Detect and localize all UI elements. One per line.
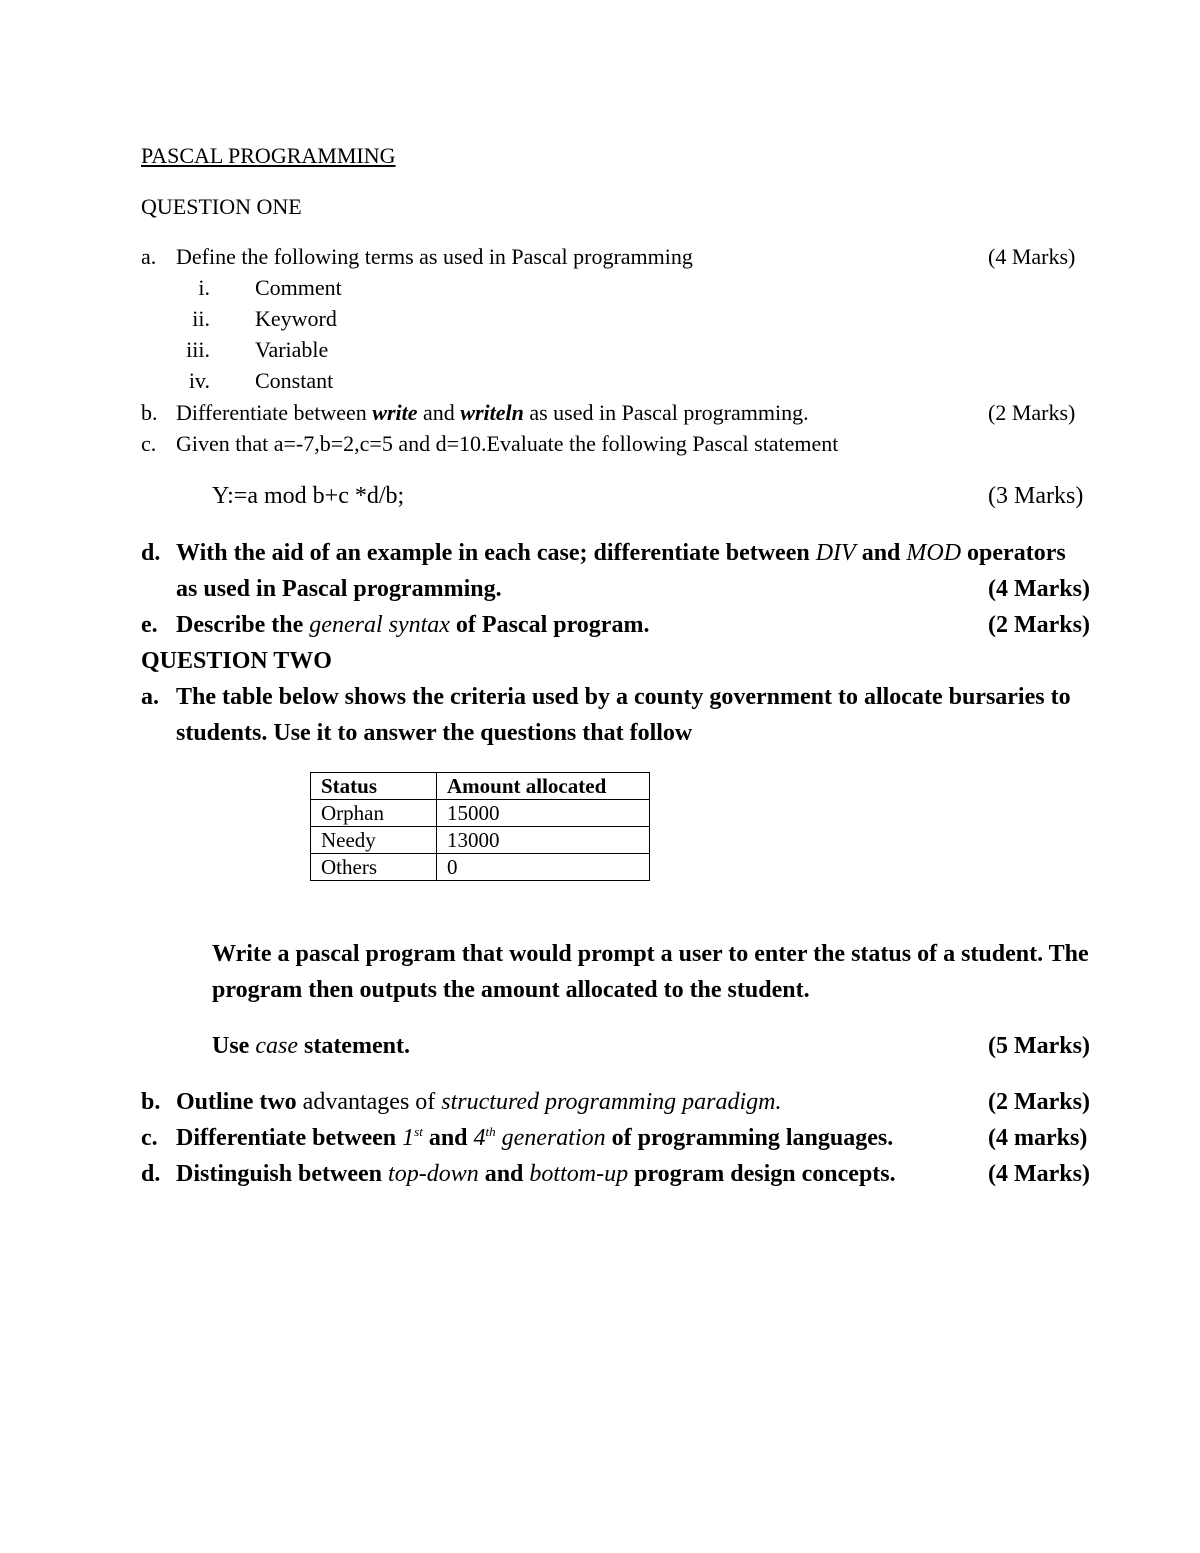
table-header-row [311, 773, 650, 800]
q2-a-use-post: statement. [297, 1033, 410, 1059]
q2-c-marks: (4 marks) [988, 1125, 1088, 1151]
q1-b-text-post: as used in Pascal programming. [523, 400, 809, 425]
div-operator: DIV [815, 540, 856, 566]
q1-b-text [176, 400, 809, 426]
q2-d-text-pre: Distinguish between [176, 1161, 389, 1187]
term-label: Constant [255, 368, 334, 393]
q2-a-use-case [212, 1033, 410, 1060]
keyword-write: write [372, 400, 418, 425]
q2-b-text-pre: Outline [176, 1089, 260, 1115]
general-syntax-term: general syntax [309, 612, 450, 638]
term-number: i. [198, 275, 210, 300]
q2-a-use-pre: Use [212, 1033, 256, 1059]
table-header-status: Status [311, 773, 437, 800]
q2-b-text-mid: advantages of [296, 1089, 442, 1115]
term-number: iii. [186, 337, 210, 362]
q1-b-marks: (2 Marks) [988, 400, 1076, 425]
q1-a-letter: a. [141, 244, 157, 269]
table-cell-amount: 0 [437, 854, 650, 881]
q2-d-text-mid: and [478, 1161, 530, 1187]
q2-a-letter: a. [141, 684, 159, 710]
gen2-suffix: th [485, 1124, 496, 1139]
term-number: iv. [188, 368, 210, 393]
q1-a-marks: (4 Marks) [988, 244, 1076, 269]
question-two-heading: QUESTION TWO [141, 648, 332, 674]
document-title: PASCAL PROGRAMMING [141, 143, 396, 168]
table-cell-status: Others [311, 854, 437, 881]
structured-paradigm-term: structured programming paradigm. [441, 1089, 782, 1115]
q1-a-text: Define the following terms as used in Pascal programming [176, 244, 693, 269]
q1-c-letter: c. [141, 431, 157, 456]
bottom-up-term: bottom-up [529, 1161, 629, 1187]
q2-d-text-post: program design concepts. [628, 1161, 896, 1187]
q1-e-text-pre: Describe the [176, 612, 310, 638]
q2-d-letter: d. [141, 1161, 161, 1187]
q2-b-bold-word: two [259, 1089, 297, 1115]
mod-operator: MOD [906, 540, 962, 566]
q2-c-text-and: and [422, 1125, 474, 1151]
q1-d-marks: (4 Marks) [988, 576, 1090, 602]
term-number: ii. [192, 306, 210, 331]
fourth-generation [474, 1125, 496, 1151]
term-label: Variable [255, 337, 329, 362]
table-row [311, 800, 650, 827]
q2-c-text [176, 1125, 893, 1152]
q1-e-text-post: of Pascal program. [449, 612, 650, 638]
q2-d-text [176, 1161, 896, 1188]
q1-d-letter: d. [141, 540, 161, 566]
keyword-writeln: writeln [460, 400, 524, 425]
q1-d-line1-pre: With the aid of an example in each case; differentiate between [176, 540, 816, 566]
q1-d-line1-post: operators [961, 540, 1066, 566]
q2-a-line1: The table below shows the criteria used by a county government to allocate bursaries to [176, 684, 1071, 710]
q1-e-marks: (2 Marks) [988, 612, 1090, 638]
q1-b-letter: b. [141, 400, 158, 425]
term-item [150, 368, 334, 394]
generation-term: generation [495, 1125, 606, 1151]
pascal-statement: Y:=a mod b+c *d/b; [212, 483, 405, 509]
q2-b-marks: (2 Marks) [988, 1089, 1090, 1115]
q2-c-text-pre: Differentiate between [176, 1125, 403, 1151]
top-down-term: top-down [388, 1161, 479, 1187]
q2-a-prompt-line2: program then outputs the amount allocated to the student. [212, 977, 810, 1003]
q1-b-text-mid: and [417, 400, 461, 425]
q1-d-line2: as used in Pascal programming. [176, 576, 502, 602]
term-label: Comment [255, 275, 342, 300]
table-cell-amount: 15000 [437, 800, 650, 827]
q1-c-text: Given that a=-7,b=2,c=5 and d=10.Evaluate the following Pascal statement [176, 431, 839, 456]
q2-c-letter: c. [141, 1125, 158, 1151]
q2-a-prompt-line1: Write a pascal program that would prompt a user to enter the status of a student. The [212, 941, 1089, 967]
q2-b-letter: b. [141, 1089, 161, 1115]
table-cell-status: Needy [311, 827, 437, 854]
first-generation [402, 1125, 423, 1151]
q1-c-marks: (3 Marks) [988, 483, 1084, 509]
q2-a-marks: (5 Marks) [988, 1033, 1090, 1059]
table-header-amount: Amount allocated [437, 773, 650, 800]
table-row [311, 854, 650, 881]
q1-b-text-pre: Differentiate between [176, 400, 373, 425]
table-cell-amount: 13000 [437, 827, 650, 854]
table-cell-status: Orphan [311, 800, 437, 827]
case-keyword: case [255, 1033, 298, 1059]
gen1-suffix: st [414, 1124, 423, 1139]
q2-b-text [176, 1089, 782, 1116]
term-item [150, 337, 329, 363]
gen1-number: 1 [402, 1125, 415, 1151]
q2-d-marks: (4 Marks) [988, 1161, 1090, 1187]
q1-e-text [176, 612, 649, 639]
q2-c-text-post: of programming languages. [605, 1125, 894, 1151]
question-one-heading: QUESTION ONE [141, 194, 302, 219]
q1-d-line1 [176, 540, 1066, 567]
term-label: Keyword [255, 306, 337, 331]
term-item [150, 275, 342, 301]
q1-e-letter: e. [141, 612, 158, 638]
table-row [311, 827, 650, 854]
q1-d-line1-mid: and [855, 540, 907, 566]
q2-a-line2: students. Use it to answer the questions that follow [176, 720, 693, 746]
term-item [150, 306, 337, 332]
gen2-number: 4 [473, 1125, 486, 1151]
bursary-table [310, 772, 650, 881]
